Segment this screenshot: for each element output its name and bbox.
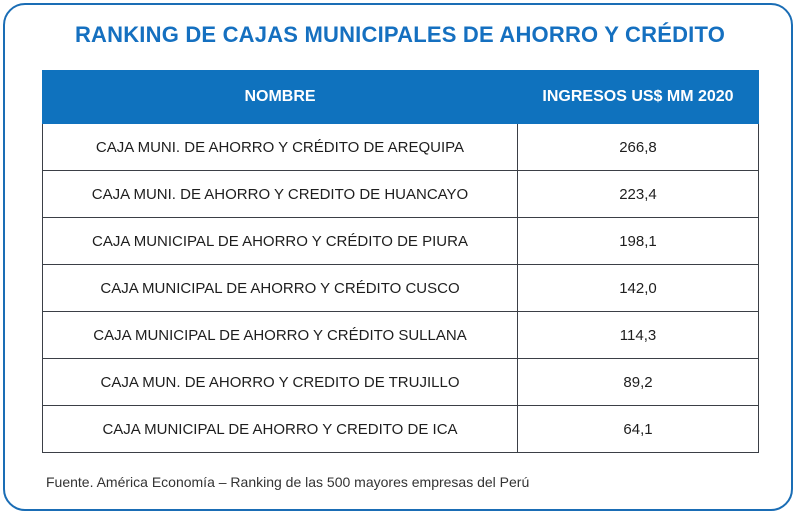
table-row	[43, 124, 759, 171]
cell-name: CAJA MUN. DE AHORRO Y CREDITO DE TRUJILLO	[43, 359, 518, 406]
cell-income: 64,1	[518, 406, 759, 453]
table-row	[43, 359, 759, 406]
cell-name: CAJA MUNI. DE AHORRO Y CRÉDITO DE AREQUIPA	[43, 124, 518, 171]
table-row	[43, 218, 759, 265]
column-header-income: INGRESOS US$ MM 2020	[518, 71, 759, 124]
cell-name: CAJA MUNI. DE AHORRO Y CREDITO DE HUANCAYO	[43, 171, 518, 218]
table-row	[43, 265, 759, 312]
ranking-table	[42, 70, 759, 453]
cell-income: 223,4	[518, 171, 759, 218]
source-note: Fuente. América Economía – Ranking de las 500 mayores empresas del Perú	[46, 474, 530, 490]
cell-name: CAJA MUNICIPAL DE AHORRO Y CRÉDITO DE PIURA	[43, 218, 518, 265]
cell-income: 114,3	[518, 312, 759, 359]
table-header-row	[43, 71, 759, 124]
cell-name: CAJA MUNICIPAL DE AHORRO Y CREDITO DE ICA	[43, 406, 518, 453]
cell-income: 266,8	[518, 124, 759, 171]
table-row	[43, 312, 759, 359]
table-row	[43, 406, 759, 453]
cell-income: 89,2	[518, 359, 759, 406]
page-title: RANKING DE CAJAS MUNICIPALES DE AHORRO Y CRÉDITO	[74, 22, 726, 47]
cell-name: CAJA MUNICIPAL DE AHORRO Y CRÉDITO SULLANA	[43, 312, 518, 359]
cell-income: 198,1	[518, 218, 759, 265]
cell-name: CAJA MUNICIPAL DE AHORRO Y CRÉDITO CUSCO	[43, 265, 518, 312]
column-header-name: NOMBRE	[43, 71, 518, 124]
cell-income: 142,0	[518, 265, 759, 312]
table-row	[43, 171, 759, 218]
